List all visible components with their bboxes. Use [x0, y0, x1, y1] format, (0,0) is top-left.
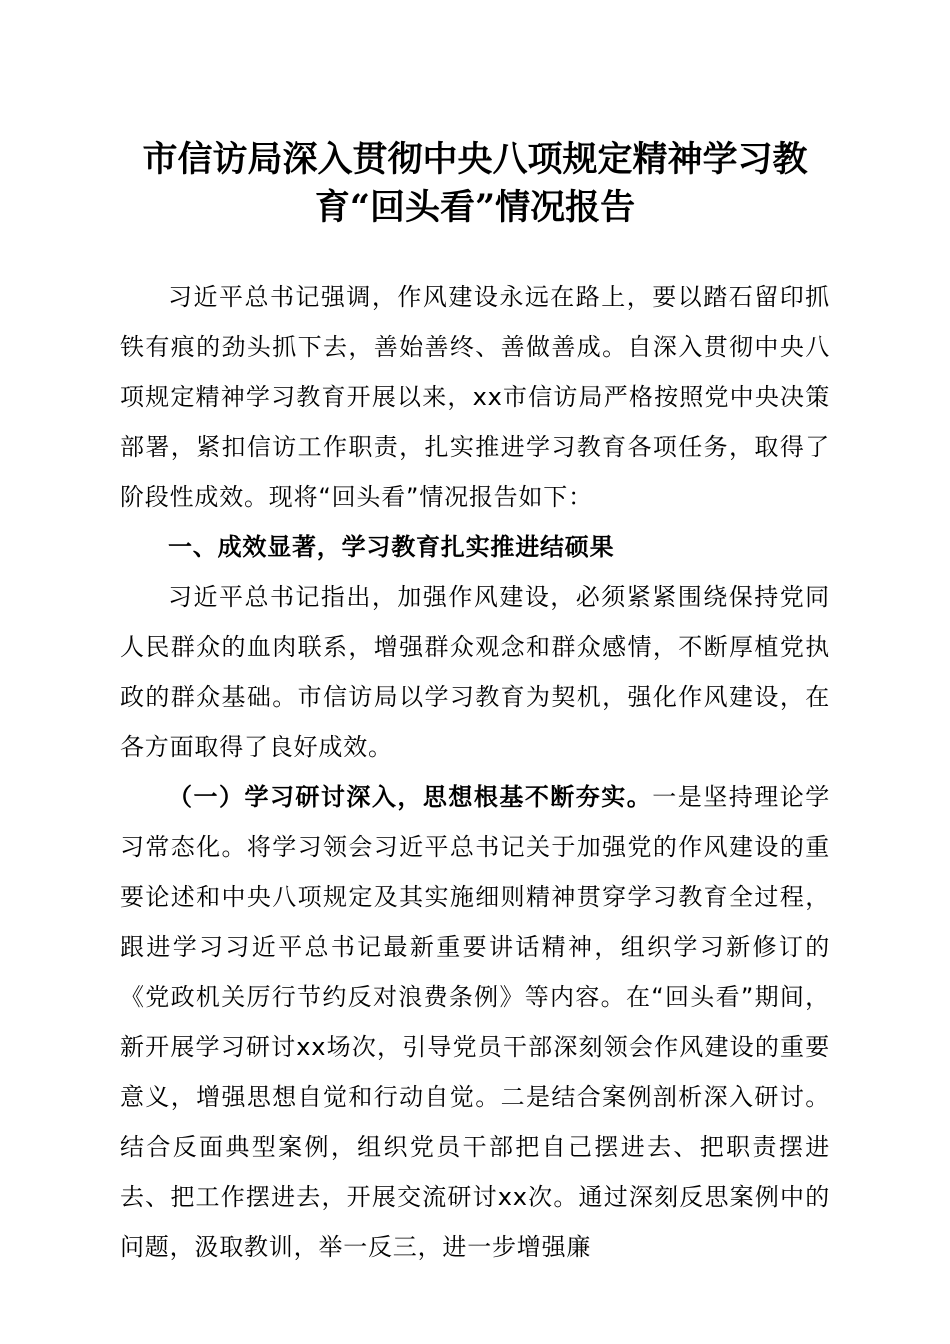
subsection-1-text: 一是坚持理论学习常态化。将学习领会习近平总书记关于加强党的作风建设的重要论述和中央八项规定及其实施细则精神贯穿学习教育全过程，跟进学习习近平总书记最新重要讲话精神，组织学习新修订的《党政机关厉行节约反对浪费条例》等内容。在“回头看”期间，新开展学习研讨xx场次，引导党员干部深刻领会作风建设的重要意义，增强思想自觉和行动自觉。二是结合案例剖析深入研讨。结合反面典型案例，组织党员干部把自己摆进去、把职责摆进去、把工作摆进去，开展交流研讨xx次。通过深刻反思案例中的问题，汲取教训，举一反三，进一步增强廉 — [120, 783, 830, 1261]
section-1-paragraph: 习近平总书记指出，加强作风建设，必须紧紧围绕保持党同人民群众的血肉联系，增强群众观念和群众感情，不断厚植党执政的群众基础。市信访局以学习教育为契机，强化作风建设，在各方面取得了良好成效。 — [120, 583, 830, 761]
subsection-1-heading: （一）学习研讨深入，思想根基不断夯实。 — [168, 783, 653, 811]
document-body — [120, 272, 830, 1272]
document-title — [120, 136, 830, 232]
section-1-heading: 一、成效显著，学习教育扎实推进结硕果 — [168, 533, 615, 561]
subsection-1-paragraph — [120, 772, 830, 1272]
title-line-2: 育“回头看”情况报告 — [314, 187, 636, 228]
title-line-1: 市信访局深入贯彻中央八项规定精神学习教 — [142, 139, 808, 180]
intro-paragraph: 习近平总书记强调，作风建设永远在路上，要以踏石留印抓铁有痕的劲头抓下去，善始善终、善做善成。自深入贯彻中央八项规定精神学习教育开展以来，xx市信访局严格按照党中央决策部署，紧扣信访工作职责，扎实推进学习教育各项任务，取得了阶段性成效。现将“回头看”情况报告如下： — [120, 283, 830, 511]
